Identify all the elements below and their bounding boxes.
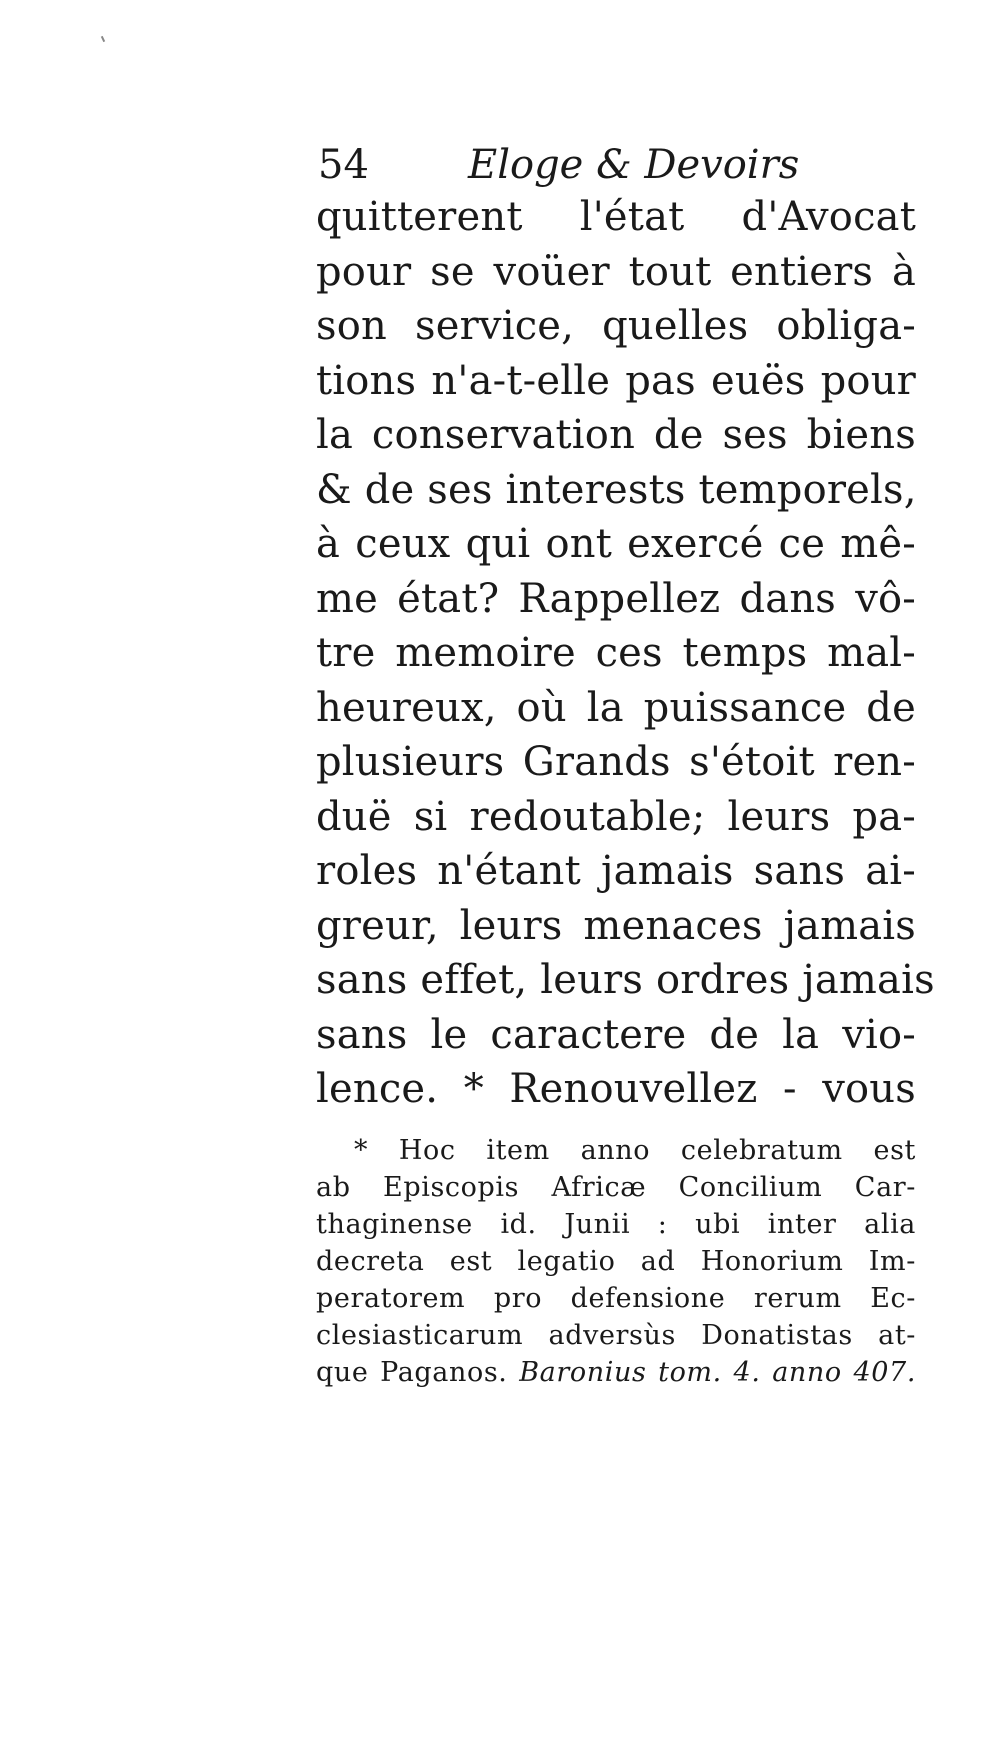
- body-line: son service, quelles obliga-: [316, 303, 916, 349]
- page-number: 54: [318, 142, 369, 188]
- footnote-line-text: que Paganos.: [316, 1357, 508, 1388]
- body-line: à ceux qui ont exercé ce mê-: [316, 521, 916, 567]
- body-line: me état? Rappellez dans vô-: [316, 575, 916, 622]
- body-line: duë si redoutable; leurs pa-: [316, 793, 916, 840]
- body-line: sans effet, leurs ordres jamais: [316, 957, 935, 1003]
- running-head: Eloge & Devoirs: [468, 142, 800, 188]
- paper-speck: [101, 36, 105, 42]
- footnote: [316, 1132, 916, 1391]
- footnote-line: ab Episcopis Africæ Concilium Car-: [316, 1172, 916, 1203]
- body-text: [316, 190, 935, 1117]
- body-line: plusieurs Grands s'étoit ren-: [316, 739, 916, 785]
- body-line: pour se voüer tout entiers à: [316, 248, 916, 295]
- footnote-line: thaginense id. Junii : ubi inter alia: [316, 1209, 916, 1240]
- body-line: lence. * Renouvellez - vous: [316, 1066, 916, 1112]
- footnote-line: peratorem pro defensione rerum Ec-: [316, 1283, 916, 1314]
- body-line: heureux, où la puissance de: [316, 684, 916, 731]
- body-line: & de ses interests temporels,: [316, 466, 917, 513]
- body-line: tre memoire ces temps mal-: [316, 630, 916, 676]
- body-line: sans le caractere de la vio-: [316, 1011, 916, 1058]
- body-line: la conservation de ses biens: [316, 412, 916, 458]
- footnote-last-line: [316, 1354, 916, 1391]
- footnote-line: clesiasticarum adversùs Donatistas at-: [316, 1320, 916, 1351]
- body-line: quitterent l'état d'Avocat: [316, 194, 916, 240]
- footnote-line: * Hoc item anno celebratum est: [354, 1135, 916, 1166]
- body-line: tions n'a-t-elle pas euës pour: [316, 357, 916, 404]
- footnote-citation: Baronius tom. 4. anno 407.: [519, 1357, 917, 1388]
- page-header: [318, 140, 918, 190]
- body-line: roles n'étant jamais sans ai-: [316, 848, 916, 894]
- body-line: greur, leurs menaces jamais: [316, 902, 916, 949]
- footnote-line: decreta est legatio ad Honorium Im-: [316, 1246, 916, 1277]
